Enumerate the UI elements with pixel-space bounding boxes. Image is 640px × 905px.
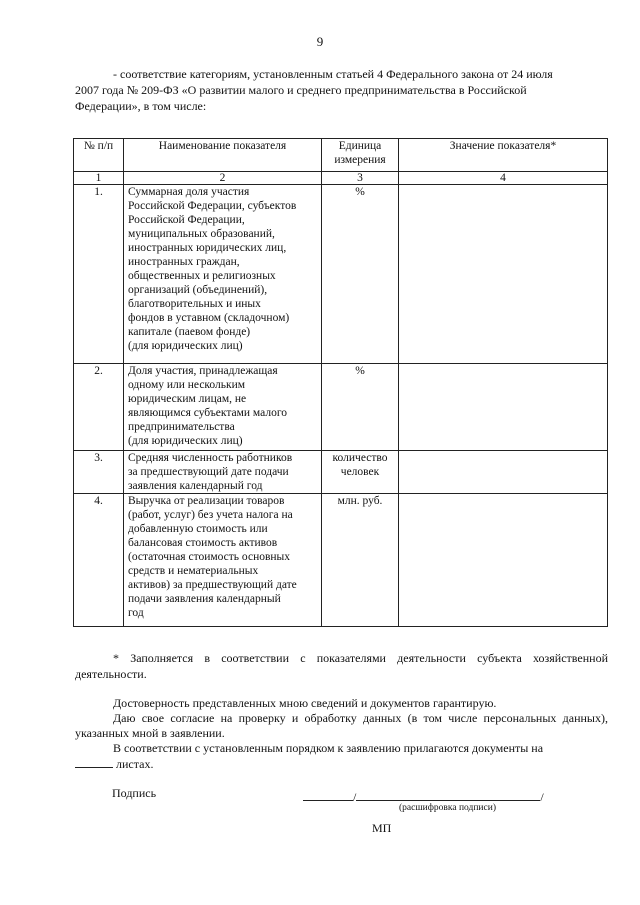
attachments-text <box>75 741 608 756</box>
name-line: средств и нематериальных <box>128 565 259 577</box>
row-value-cell[interactable] <box>399 494 608 627</box>
name-line: активов) за предшествующий дате <box>128 579 297 591</box>
signature-field[interactable] <box>303 788 353 801</box>
page-number: 9 <box>316 34 324 49</box>
header-indicator-name: Наименование показателя <box>124 139 322 172</box>
name-line: балансовая стоимость активов <box>128 537 278 549</box>
slash-separator: / <box>353 790 357 804</box>
row-unit: количество человек <box>322 451 399 494</box>
header-number: № п/п <box>74 139 124 172</box>
name-line: юридическим лицам, не <box>128 393 247 405</box>
stamp-place-label: МП <box>372 821 392 835</box>
name-line: одному или нескольким <box>128 379 246 391</box>
slash-separator: / <box>540 790 544 804</box>
name-line: являющимся субъектами малого <box>128 407 287 419</box>
name-line: общественных и религиозных <box>128 270 276 282</box>
name-line: Доля участия, принадлежащая <box>128 365 278 377</box>
row-number: 1. <box>74 185 124 364</box>
name-line: год <box>128 607 144 619</box>
name-line: иностранных граждан, <box>128 256 240 268</box>
row-indicator-name <box>124 451 322 494</box>
table-row <box>74 364 608 451</box>
name-line: (для юридических лиц) <box>128 340 243 352</box>
name-line: муниципальных образований, <box>128 228 275 240</box>
row-indicator-name <box>124 494 322 627</box>
table-header-row <box>74 139 608 172</box>
row-value-cell[interactable] <box>399 185 608 364</box>
row-indicator-name <box>124 185 322 364</box>
header-unit: Единица измерения <box>322 139 399 172</box>
row-value-cell[interactable] <box>399 451 608 494</box>
row-unit: % <box>322 364 399 451</box>
table-row <box>74 185 608 364</box>
certification-text: Достоверность представленных мною сведений и документов гарантирую. <box>113 696 497 710</box>
row-number: 2. <box>74 364 124 451</box>
name-line: Выручка от реализации товаров <box>128 495 285 507</box>
name-line: (остаточная стоимость основных <box>128 551 291 563</box>
column-number: 4 <box>399 172 608 185</box>
column-number: 1 <box>74 172 124 185</box>
attachments-text-start: В соответствии с установленным порядком к заявлению прилагаются документы на <box>113 741 544 755</box>
name-line: (работ, услуг) без учета налога на <box>128 509 293 521</box>
name-line: Российской Федерации, субъектов <box>128 200 297 212</box>
certification-block <box>75 696 608 772</box>
name-line: Российской Федерации, <box>128 214 245 226</box>
attachments-sheets-line <box>75 756 608 772</box>
consent-text: Даю свое согласие на проверку и обработку данных (в том числе персональных данных), указанных мной в заявлении. <box>75 711 608 740</box>
intro-paragraph <box>75 66 608 114</box>
name-line: иностранных юридических лиц, <box>128 242 287 254</box>
footnote <box>75 650 608 682</box>
name-line: благотворительных и иных <box>128 298 261 310</box>
column-number-row <box>74 172 608 185</box>
row-number: 3. <box>74 451 124 494</box>
table-row <box>74 494 608 627</box>
signature-caption: (расшифровка подписи) <box>399 803 496 813</box>
column-number: 3 <box>322 172 399 185</box>
name-line: Средняя численность работников <box>128 452 293 464</box>
row-number: 4. <box>74 494 124 627</box>
name-line: добавленную стоимость или <box>128 523 268 535</box>
footnote-text: * Заполняется в соответствии с показателями деятельности субъекта хозяйственной деятельности. <box>75 651 608 681</box>
sheets-label: листах. <box>116 757 154 771</box>
name-line: Суммарная доля участия <box>128 186 250 198</box>
table-row <box>74 451 608 494</box>
row-indicator-name <box>124 364 322 451</box>
sheets-count-field[interactable] <box>75 756 113 768</box>
row-value-cell[interactable] <box>399 364 608 451</box>
row-unit: млн. руб. <box>322 494 399 627</box>
name-line: предпринимательства <box>128 421 235 433</box>
indicators-table <box>73 138 608 627</box>
intro-line-1: - соответствие категориям, установленным статьей 4 Федерального закона от 24 июля <box>113 67 553 81</box>
signature-label: Подпись <box>112 786 157 800</box>
intro-line-2: 2007 года № 209-ФЗ «О развитии малого и среднего предпринимательства в Российской <box>75 83 527 97</box>
name-line: за предшествующий дате подачи <box>128 466 289 478</box>
header-value: Значение показателя* <box>399 139 608 172</box>
intro-line-3: Федерации», в том числе: <box>75 99 207 113</box>
signature-decoding-field[interactable] <box>356 788 540 801</box>
name-line: фондов в уставном (складочном) <box>128 312 290 324</box>
column-number: 2 <box>124 172 322 185</box>
row-unit: % <box>322 185 399 364</box>
name-line: капитале (паевом фонде) <box>128 326 251 338</box>
name-line: подачи заявления календарный <box>128 593 281 605</box>
name-line: заявления календарный год <box>128 480 263 492</box>
name-line: (для юридических лиц) <box>128 435 243 447</box>
name-line: организаций (объединений), <box>128 284 268 296</box>
